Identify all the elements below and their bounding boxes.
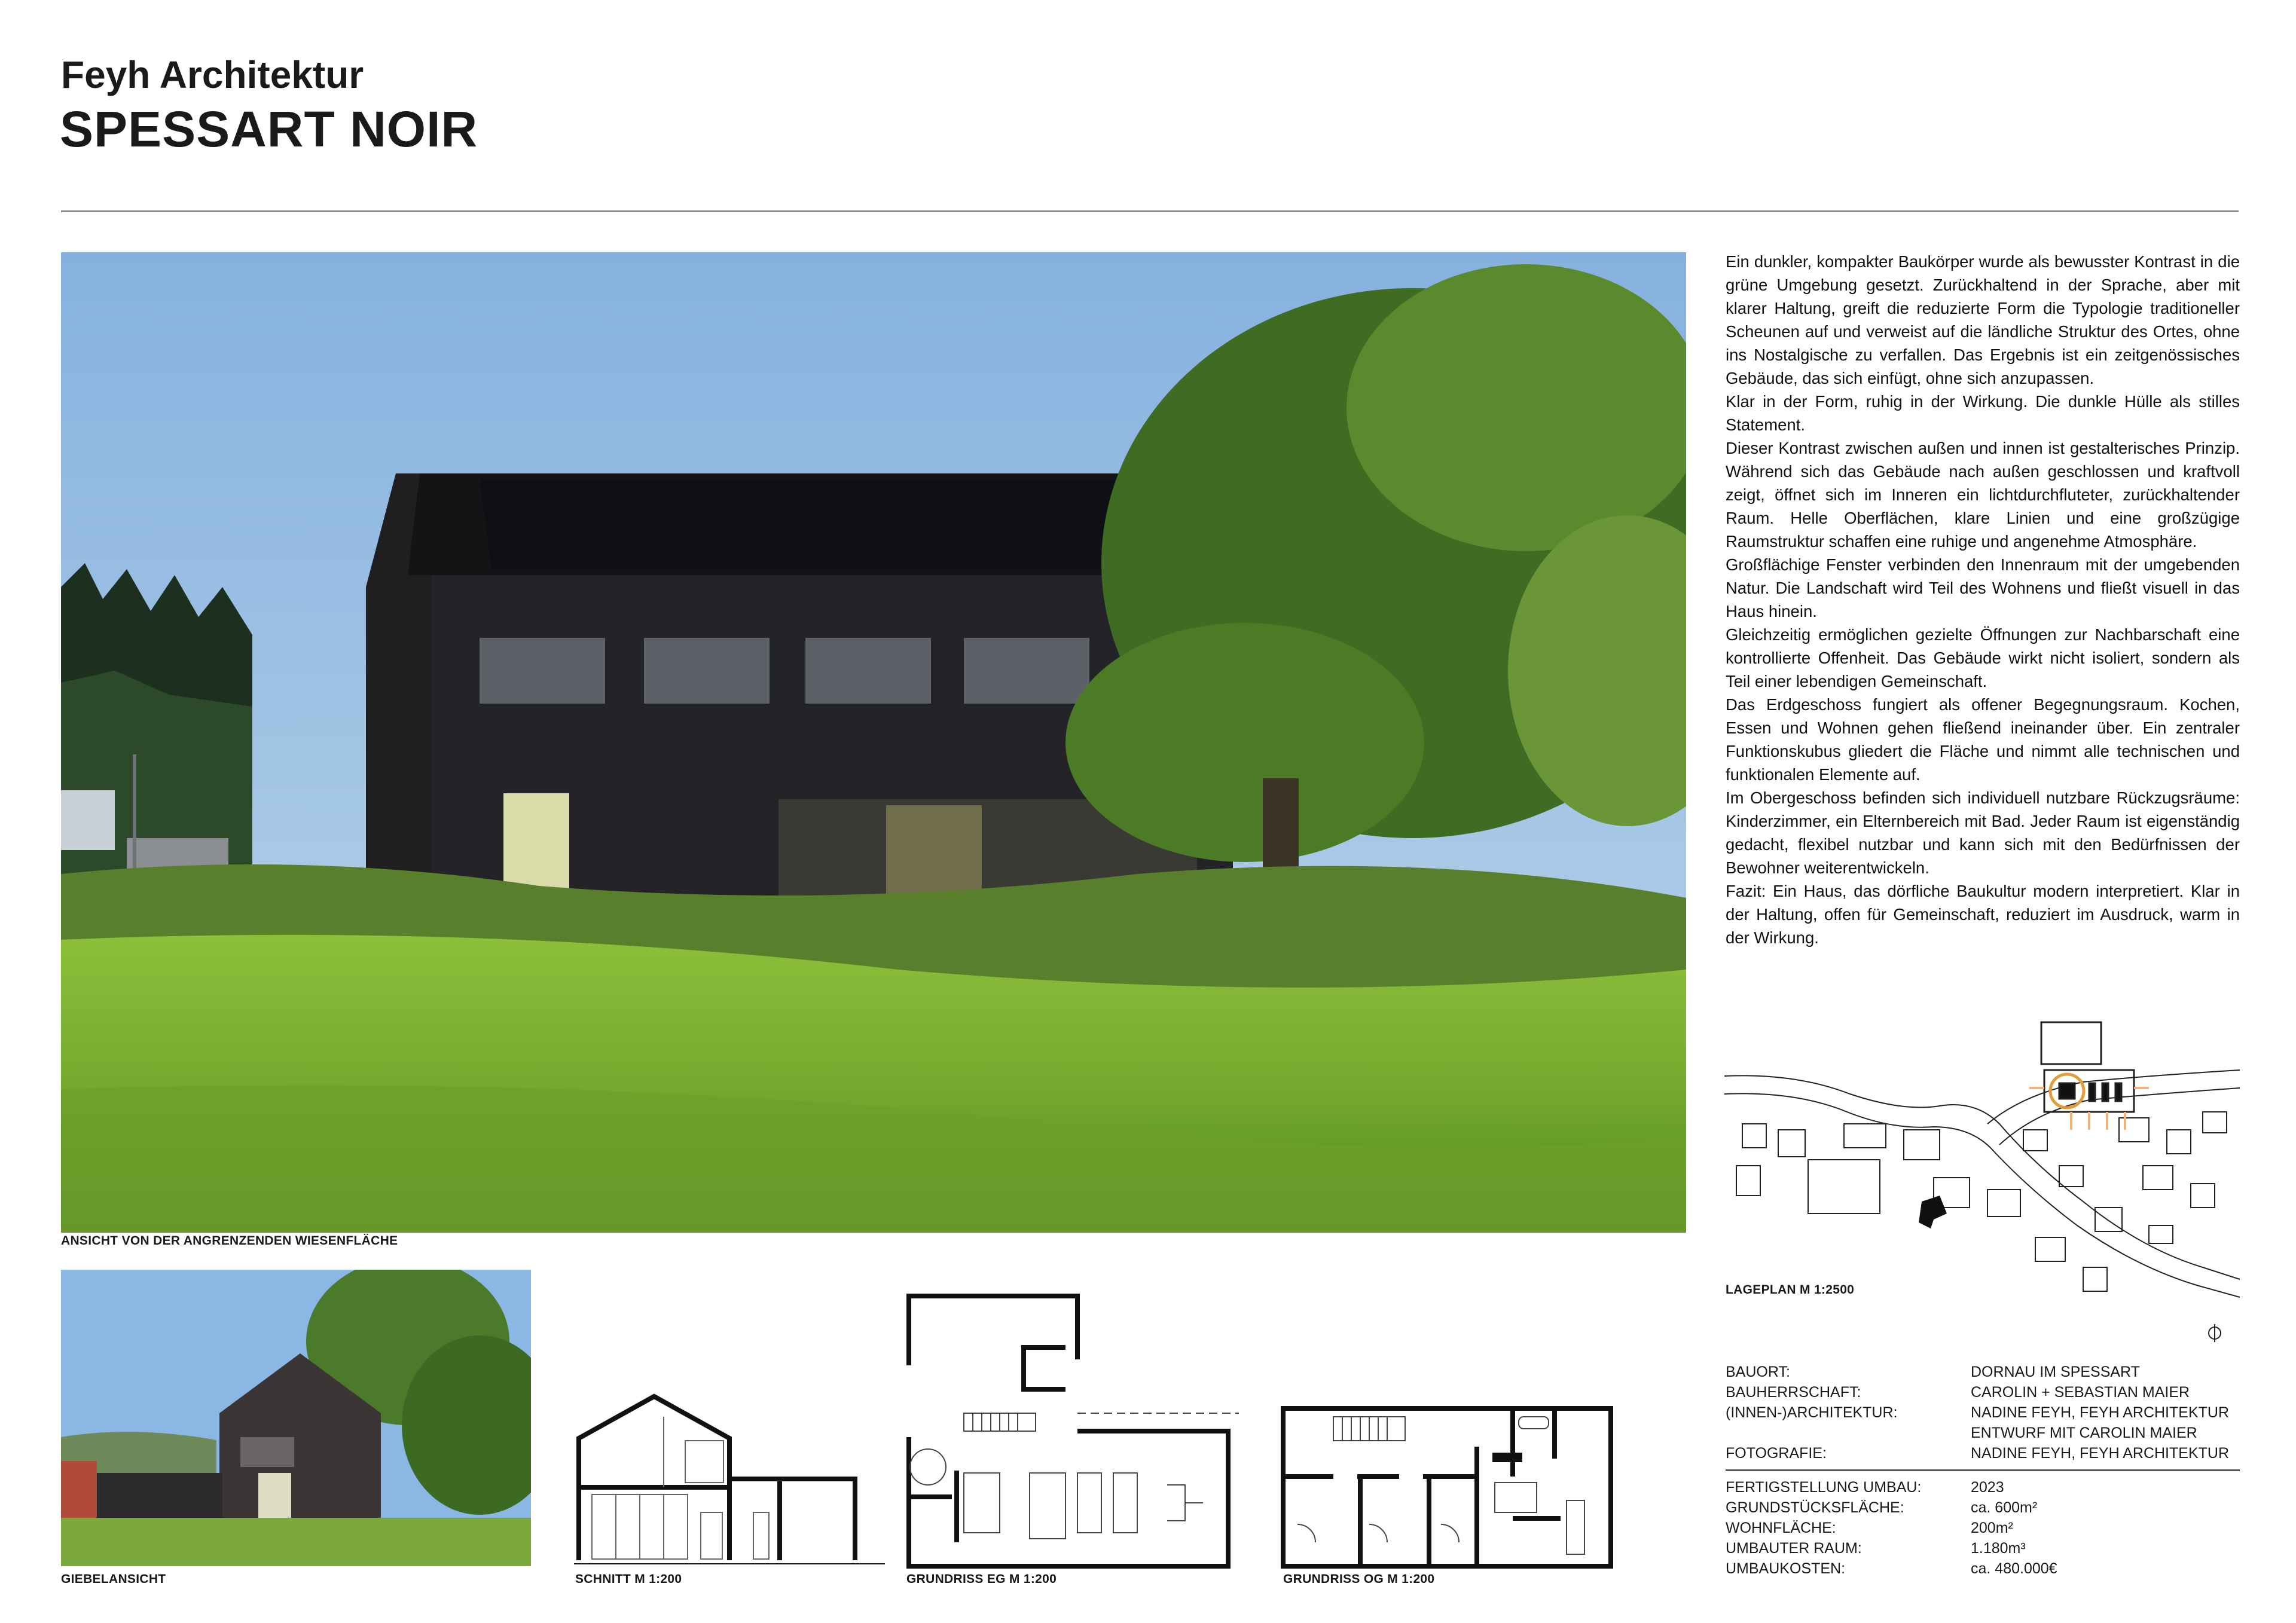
fact-value: CAROLIN + SEBASTIAN MAIER	[1971, 1384, 2190, 1401]
firm-name: Feyh Architektur	[61, 53, 364, 96]
fact-value: 200m²	[1971, 1520, 2013, 1536]
fact-row	[1726, 1477, 2240, 1497]
project-facts	[1726, 1362, 2240, 1579]
main-photo-caption: ANSICHT VON DER ANGRENZENDEN WIESENFLÄCHE	[61, 1234, 398, 1248]
description-paragraph: Dieser Kontrast zwischen außen und innen ist gestalterisches Prinzip. Während sich das Gebäude nach außen geschlossen und kraftvoll zeigt, öffnet sich im Inneren ein lichtdurchfluteter, zurückhaltender Raum. Helle Oberflächen, klare Linien und eine großzügige Raumstruktur schaffen eine ruhige und angenehme Atmosphäre.	[1726, 439, 2240, 551]
fact-value: ca. 480.000€	[1971, 1560, 2057, 1577]
description-paragraph: Gleichzeitig ermöglichen gezielte Öffnungen zur Nachbarschaft eine kontrollierte Offenheit. Das Gebäude wirkt nicht isoliert, sondern als Teil einer lebendigen Gemeinschaft.	[1726, 625, 2240, 690]
gable-photo-caption: GIEBELANSICHT	[61, 1572, 166, 1586]
ground-floor-plan	[904, 1294, 1245, 1570]
fact-row	[1726, 1402, 2240, 1423]
fact-row	[1726, 1558, 2240, 1579]
fact-row	[1726, 1518, 2240, 1538]
fact-value: 1.180m³	[1971, 1540, 2026, 1557]
section-caption: SCHNITT M 1:200	[575, 1572, 682, 1586]
fact-label	[1726, 1423, 1971, 1443]
section-drawing	[574, 1381, 885, 1570]
facts-divider	[1726, 1469, 2240, 1471]
fact-row	[1726, 1382, 2240, 1402]
fact-label: FOTOGRAFIE:	[1726, 1445, 1827, 1462]
gable-photo	[61, 1270, 531, 1566]
fact-row	[1726, 1443, 2240, 1463]
project-title: SPESSART NOIR	[60, 101, 478, 157]
fact-label: GRUNDSTÜCKSFLÄCHE:	[1726, 1499, 1904, 1516]
fact-label: UMBAUTER RAUM:	[1726, 1540, 1862, 1557]
fact-label: BAUORT:	[1726, 1364, 1790, 1380]
project-description	[1726, 250, 2240, 949]
fact-value: NADINE FEYH, FEYH ARCHITEKTUR	[1971, 1445, 2229, 1462]
fact-row	[1726, 1538, 2240, 1558]
upper-floor-caption: GRUNDRISS OG M 1:200	[1283, 1572, 1435, 1586]
fact-value: ca. 600m²	[1971, 1499, 2038, 1516]
description-paragraph: Großflächige Fenster verbinden den Innenraum mit der umgebenden Natur. Die Landschaft wird Teil des Wohnens und fließt visuell in das Haus hinein.	[1726, 555, 2240, 621]
fact-value: 2023	[1971, 1479, 2004, 1496]
description-paragraph: Fazit: Ein Haus, das dörfliche Baukultur modern interpretiert. Klar in der Haltung, offen für Gemeinschaft, reduziert im Ausdruck, warm in der Wirkung.	[1726, 882, 2240, 947]
upper-floor-plan	[1280, 1405, 1614, 1570]
site-plan-caption: LAGEPLAN M 1:2500	[1726, 1283, 1855, 1297]
fact-label: BAUHERRSCHAFT:	[1726, 1384, 1861, 1401]
fact-label: UMBAUKOSTEN:	[1726, 1560, 1846, 1577]
fact-value: DORNAU IM SPESSART	[1971, 1364, 2140, 1380]
fact-label: WOHNFLÄCHE:	[1726, 1520, 1836, 1536]
fact-label: FERTIGSTELLUNG UMBAU:	[1726, 1479, 1922, 1496]
ground-floor-caption: GRUNDRISS EG M 1:200	[906, 1572, 1057, 1586]
description-paragraph: Im Obergeschoss befinden sich individuell nutzbare Rückzugsräume: Kinderzimmer, ein Elternbereich mit Bad. Jeder Raum ist eigenständig gedacht, flexibel nutzbar und kann sich mit den Bedürfnissen der Bewohner weiterentwickeln.	[1726, 788, 2240, 877]
fact-row	[1726, 1423, 2240, 1443]
main-photo	[61, 252, 1686, 1233]
header-divider	[61, 210, 2239, 212]
description-paragraph: Ein dunkler, kompakter Baukörper wurde als bewusster Kontrast in die grüne Umgebung gesetzt. Zurückhaltend in der Sprache, aber mit klarer Haltung, greift die reduzierte Form die Typologie traditioneller Scheunen auf und verweist auf die ländliche Struktur des Ortes, ohne ins Nostalgische zu verfallen. Das Ergebnis ist ein zeitgenössisches Gebäude, das sich einfügt, ohne sich anzupassen.	[1726, 252, 2240, 387]
fact-label: (INNEN-)ARCHITEKTUR:	[1726, 1404, 1898, 1421]
fact-row	[1726, 1362, 2240, 1382]
fact-value: ENTWURF MIT CAROLIN MAIER	[1971, 1425, 2197, 1441]
description-paragraph: Das Erdgeschoss fungiert als offener Begegnungsraum. Kochen, Essen und Wohnen gehen fließend ineinander über. Ein zentraler Funktionskubus gliedert die Fläche und nimmt alle technischen und funktionalen Elemente auf.	[1726, 695, 2240, 784]
fact-row	[1726, 1497, 2240, 1518]
fact-value: NADINE FEYH, FEYH ARCHITEKTUR	[1971, 1404, 2229, 1421]
description-paragraph: Klar in der Form, ruhig in der Wirkung. Die dunkle Hülle als stilles Statement.	[1726, 392, 2240, 434]
